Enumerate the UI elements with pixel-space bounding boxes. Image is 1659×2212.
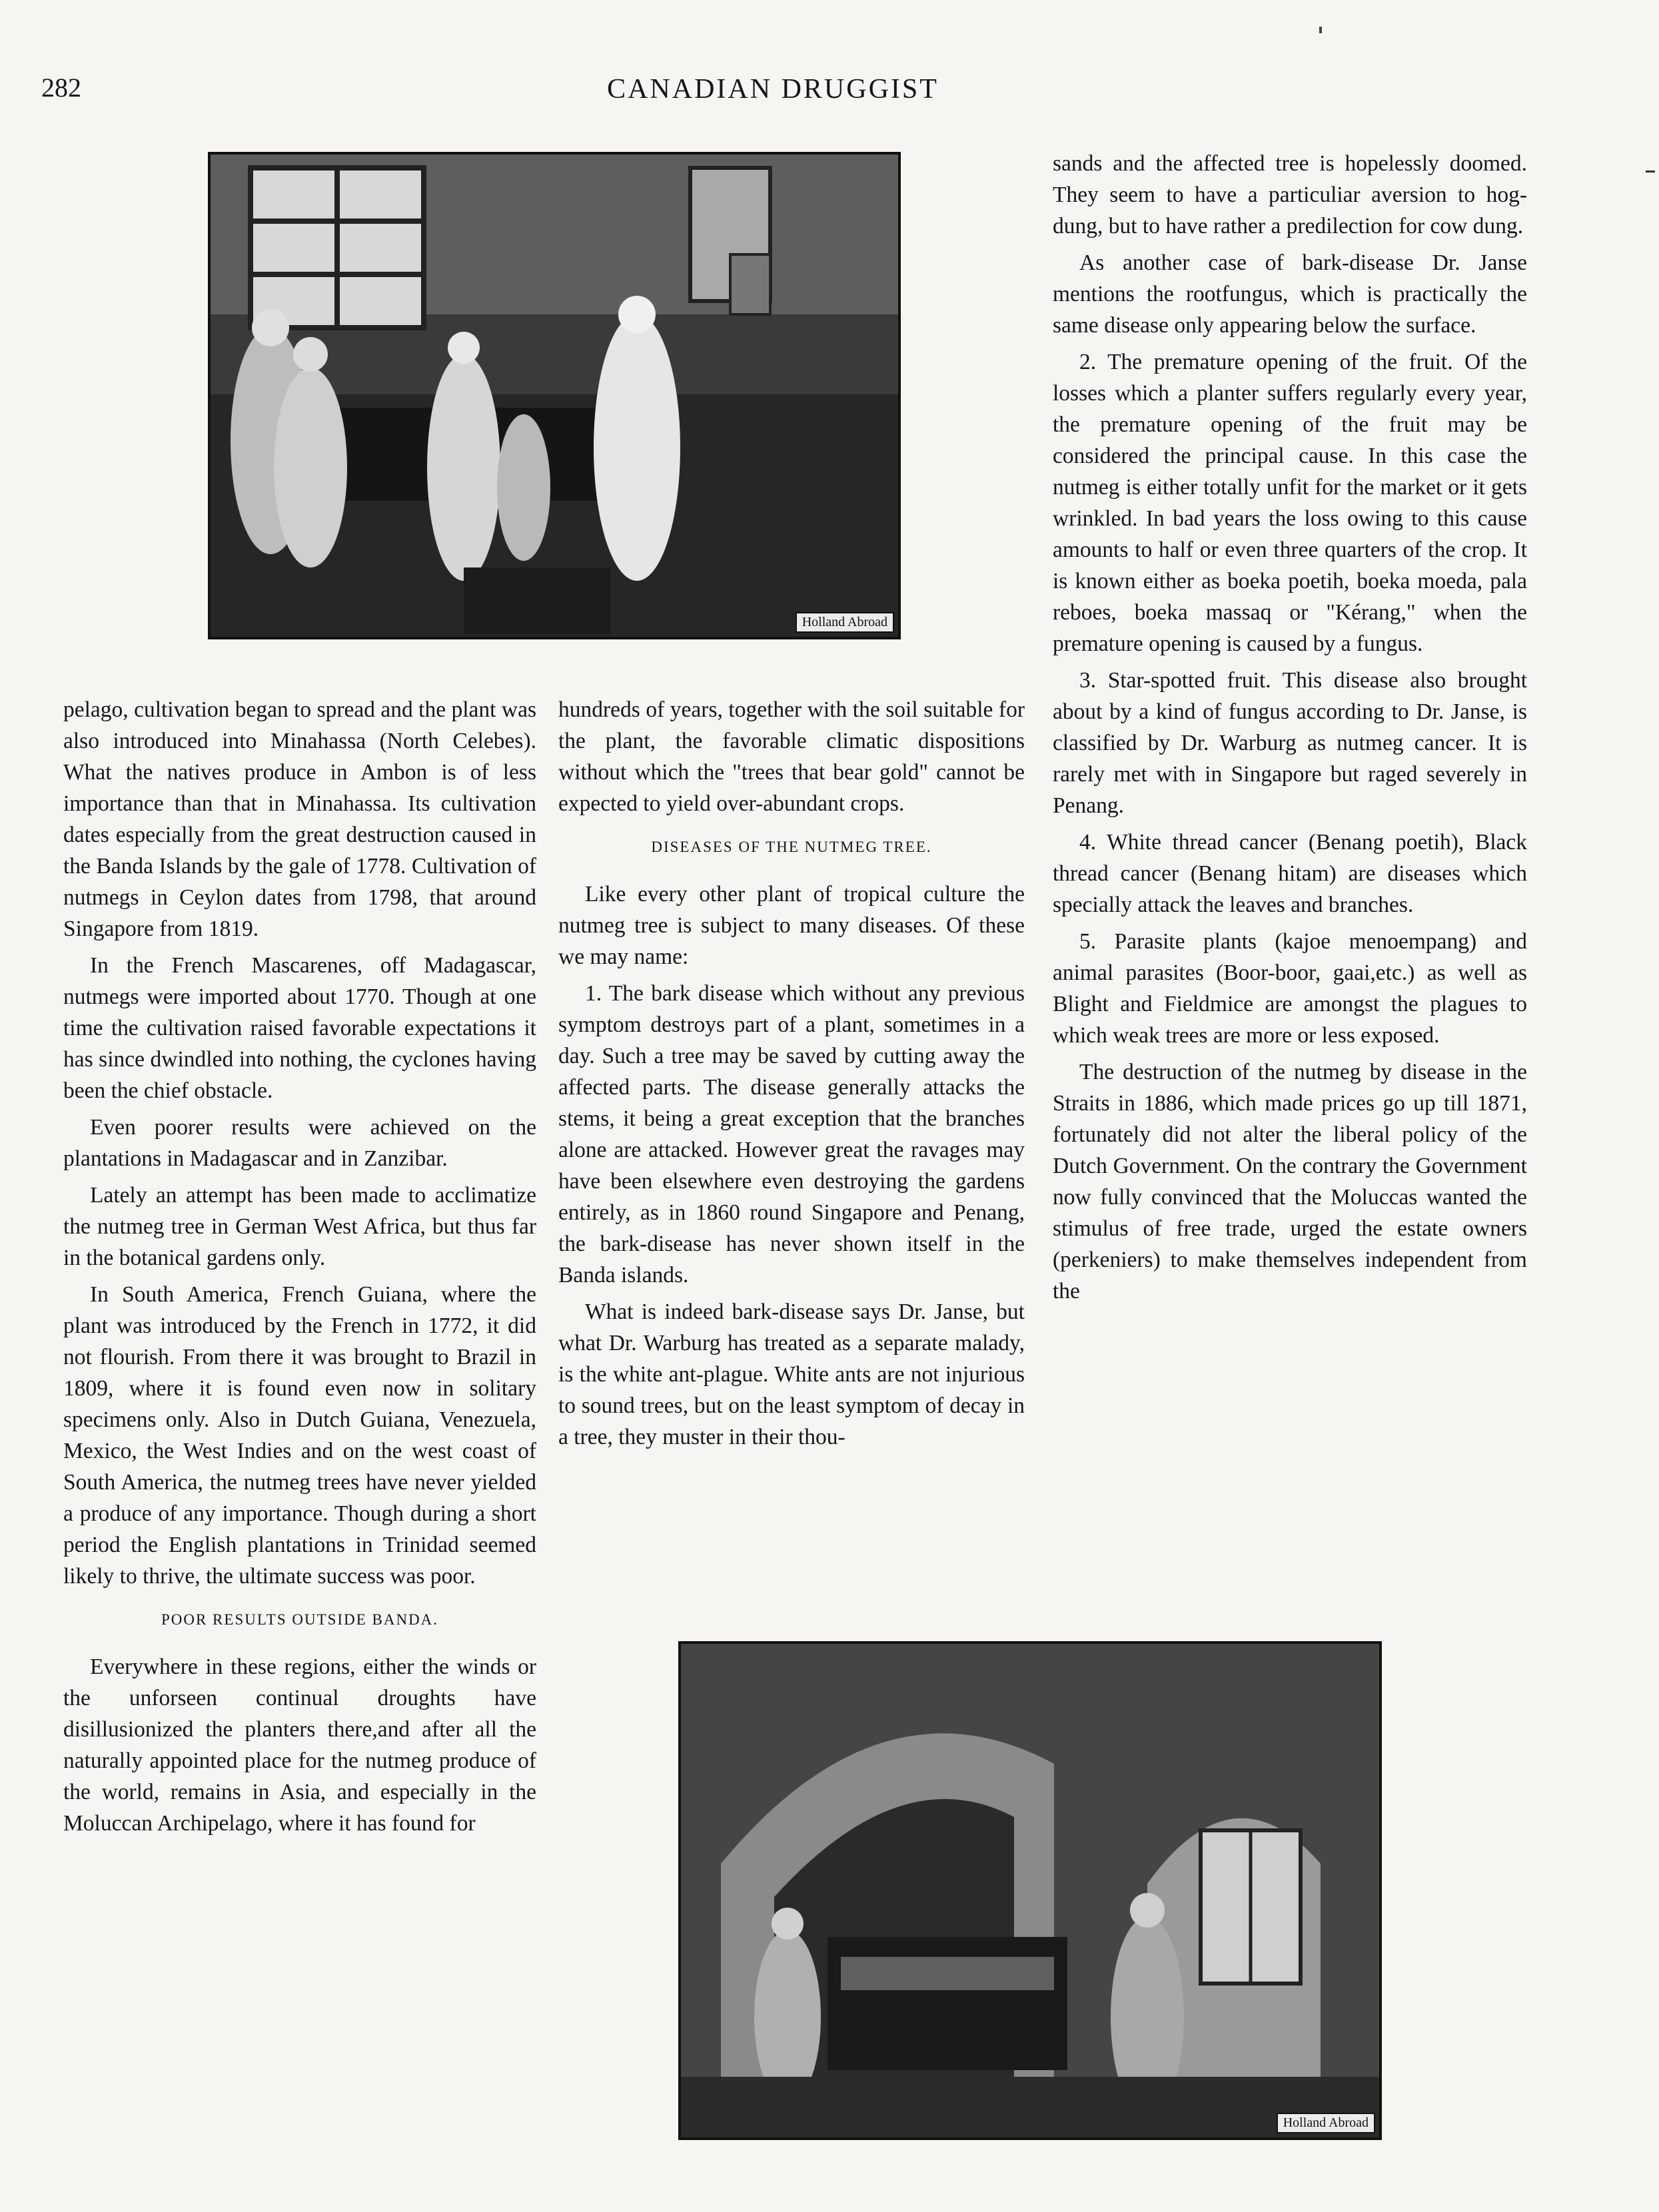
paragraph: pelago, cultivation began to spread and the plant was also introduced into Minahassa (North Celebes). What the natives produce in Ambon is of less importance than that in Minahassa. Its cultivation dates especially from the great destruction caused in the Banda Islands by the gale of 1778. Cultivation of nutmegs in Ceylon dates from 1798, that around Singapore from 1819.: [63, 697, 536, 941]
photo-sorting-room: [208, 152, 901, 639]
paragraph: 2. The premature opening of the fruit. Of the losses which a planter suffers regularly every year, the premature opening of the fruit may be considered the principal cause. In this case the nutmeg is either totally unfit for the market or it gets wrinkled. In bad years the loss owing to this cause amounts to half or even three quarters of the crop. It is known either as boeka poetih, boeka moeda, pala reboes, boeka massaq or "Kérang," when the premature opening is caused by a fungus.: [1053, 350, 1527, 656]
column-right: [1053, 148, 1527, 1312]
paragraph: As another case of bark-disease Dr. Janse mentions the rootfungus, which is practically the same disease only appearing below the surface.: [1053, 250, 1527, 338]
paragraph: 4. White thread cancer (Benang poetih), Black thread cancer (Benang hitam) are diseases which specially attack the leaves and branches.: [1053, 830, 1527, 917]
section-heading: POOR RESULTS OUTSIDE BANDA.: [161, 1611, 439, 1628]
photo-credit: Holland Abroad: [1277, 2113, 1375, 2133]
margin-dash: [1646, 171, 1655, 173]
page-number: 282: [41, 73, 81, 103]
paragraph: 5. Parasite plants (kajoe menoempang) and animal parasites (Boor-boor, gaai,etc.) as well as Blight and Fieldmice are amongst the plagues to which weak trees are more or less exposed.: [1053, 929, 1527, 1048]
margin-speck: [1319, 27, 1322, 33]
paragraph: hundreds of years, together with the soil suitable for the plant, the favorable climatic dispositions without which the "trees that bear gold" cannot be expected to yield over-abundant crops.: [558, 697, 1025, 816]
paragraph: The destruction of the nutmeg by disease in the Straits in 1886, which made prices go up till 1871, fortunately did not alter the liberal policy of the Dutch Government. On the contrary the Government now fully convinced that the Moluccas wanted the stimulus of free trade, urged the estate owners (perkeniers) to make themselves independent from the: [1053, 1060, 1527, 1303]
running-title: CANADIAN DRUGGIST: [607, 74, 939, 105]
paragraph: sands and the affected tree is hopelessly doomed. They seem to have a particuliar aversion to hog-dung, but to have rather a predilection for cow dung.: [1053, 151, 1527, 238]
paragraph: Everywhere in these regions, either the winds or the unforseen continual droughts have disillusionized the planters there,and after all the naturally appointed place for the nutmeg produce of the world, remains in Asia, and especially in the Moluccan Archipelago, where it has found for: [63, 1655, 536, 1836]
paragraph: 3. Star-spotted fruit. This disease also brought about by a kind of fungus according to Dr. Janse, is classified by Dr. Warburg as nutmeg cancer. It is rarely met with in Singapore but raged severely in Penang.: [1053, 668, 1527, 818]
section-heading: DISEASES OF THE NUTMEG TREE.: [651, 839, 932, 855]
photo-drying-room-image: [681, 1644, 1379, 2137]
paragraph: In the French Mascarenes, off Madagascar, nutmegs were imported about 1770. Though at one time the cultivation raised favorable expectations it has since dwindled into nothing, the cyclones having been the chief obstacle.: [63, 953, 536, 1103]
column-middle: [558, 694, 1025, 1458]
paragraph: What is indeed bark-disease says Dr. Janse, but what Dr. Warburg has treated as a separate malady, is the white ant-plague. White ants are not injurious to sound trees, but on the least symptom of decay in a tree, they muster in their thou-: [558, 1299, 1025, 1449]
column-left: [63, 694, 536, 1844]
paragraph: Even poorer results were achieved on the plantations in Madagascar and in Zanzibar.: [63, 1115, 536, 1171]
paragraph: Lately an attempt has been made to acclimatize the nutmeg tree in German West Africa, but thus far in the botanical gardens only.: [63, 1183, 536, 1270]
photo-drying-room: [678, 1641, 1382, 2140]
photo-sorting-room-image: [211, 155, 898, 637]
paragraph: In South America, French Guiana, where the plant was introduced by the French in 1772, it did not flourish. From there it was brought to Brazil in 1809, where it is found even now in solitary specimens only. Also in Dutch Guiana, Venezuela, Mexico, the West Indies and on the west coast of South America, the nutmeg trees have never yielded a produce of any importance. Though during a short period the English plantations in Trinidad seemed likely to thrive, the ultimate success was poor.: [63, 1282, 536, 1589]
paragraph: Like every other plant of tropical culture the nutmeg tree is subject to many diseases. Of these we may name:: [558, 882, 1025, 969]
paragraph: 1. The bark disease which without any previous symptom destroys part of a plant, sometimes in a day. Such a tree may be saved by cutting away the affected parts. The disease generally attacks the stems, it being a great exception that the branches alone are attacked. However great the ravages may have been elsewhere even destroying the gardens entirely, as in 1860 round Singapore and Penang, the bark-disease has never shown itself in the Banda islands.: [558, 981, 1025, 1288]
photo-credit: Holland Abroad: [796, 612, 894, 633]
